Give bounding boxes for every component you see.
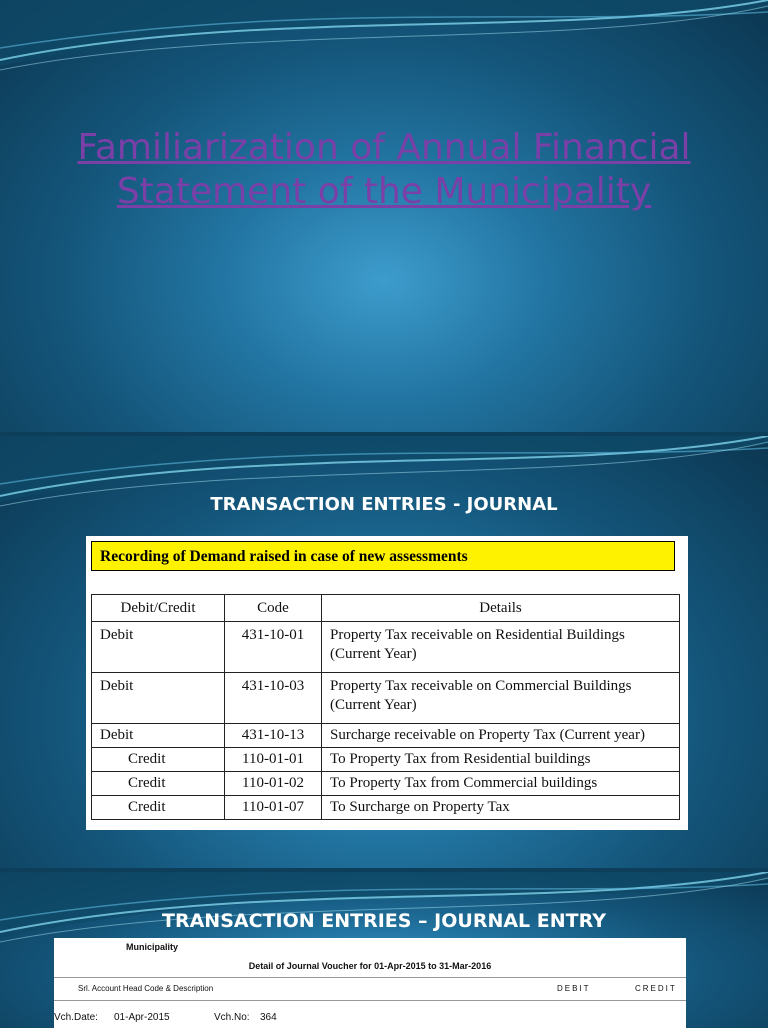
vch-date-value: 01-Apr-2015 <box>114 1012 170 1023</box>
details-cell: To Property Tax from Residential buildings <box>322 748 680 772</box>
debit-credit-cell: Credit <box>92 772 225 796</box>
table-row <box>92 748 680 772</box>
code-cell: 110-01-07 <box>225 796 322 820</box>
code-cell: 431-10-03 <box>225 673 322 724</box>
vch-no-value: 364 <box>260 1012 277 1023</box>
table-row <box>92 622 680 673</box>
table-row <box>92 673 680 724</box>
journal-table-image <box>86 536 688 830</box>
highlight-caption: Recording of Demand raised in case of new assessments <box>91 541 675 571</box>
slide-heading: TRANSACTION ENTRIES – JOURNAL ENTRY <box>162 910 606 932</box>
details-cell: To Surcharge on Property Tax <box>322 796 680 820</box>
table-row <box>92 772 680 796</box>
details-cell: Surcharge receivable on Property Tax (Current year) <box>322 724 680 748</box>
slide-3 <box>0 872 768 1028</box>
presentation-title[interactable]: Familiarization of Annual Financial Statement of the Municipality <box>77 127 691 212</box>
code-cell: 110-01-01 <box>225 748 322 772</box>
details-cell: To Property Tax from Commercial buildings <box>322 772 680 796</box>
code-cell: 431-10-01 <box>225 622 322 673</box>
debit-credit-cell: Credit <box>92 796 225 820</box>
details-cell: Property Tax receivable on Commercial Buildings (Current Year) <box>322 673 680 724</box>
table-row <box>92 724 680 748</box>
divider <box>54 977 686 978</box>
code-cell: 431-10-13 <box>225 724 322 748</box>
table-header-row <box>92 595 680 622</box>
journal-table <box>91 594 680 820</box>
column-header: Details <box>322 595 680 622</box>
municipality-label: Municipality <box>126 942 179 952</box>
debit-credit-cell: Debit <box>92 724 225 748</box>
column-header: Debit/Credit <box>92 595 225 622</box>
credit-column-header: CREDIT <box>635 984 677 993</box>
vch-no-label: Vch.No: <box>214 1012 250 1023</box>
code-cell: 110-01-02 <box>225 772 322 796</box>
srl-column-header: Srl. Account Head Code & Description <box>78 984 214 993</box>
debit-column-header: DEBIT <box>557 984 591 993</box>
slide-1 <box>0 0 768 432</box>
journal-voucher-image <box>54 938 686 1028</box>
table-row <box>92 796 680 820</box>
column-header: Code <box>225 595 322 622</box>
divider <box>54 1000 686 1001</box>
debit-credit-cell: Credit <box>92 748 225 772</box>
wave-decoration <box>0 0 768 80</box>
details-cell: Property Tax receivable on Residential Buildings (Current Year) <box>322 622 680 673</box>
voucher-detail-title: Detail of Journal Voucher for 01-Apr-2015 to 31-Mar-2016 <box>248 961 492 971</box>
slide-heading: TRANSACTION ENTRIES - JOURNAL <box>210 494 558 515</box>
debit-credit-cell: Debit <box>92 622 225 673</box>
debit-credit-cell: Debit <box>92 673 225 724</box>
vch-date-label: Vch.Date: <box>54 1012 98 1023</box>
slide-2 <box>0 436 768 868</box>
